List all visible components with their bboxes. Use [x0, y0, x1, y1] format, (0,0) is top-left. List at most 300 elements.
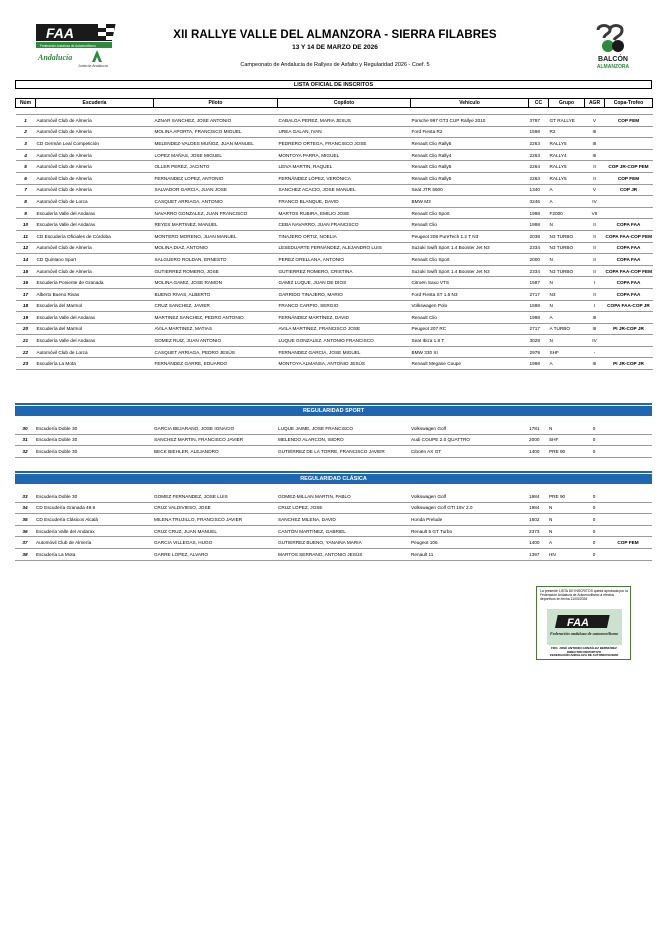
cell-piloto: BUENO RIVAS, ALBERTO	[154, 288, 278, 300]
cell-agr: II	[585, 242, 605, 254]
cell-num: 18	[16, 300, 36, 312]
cell-copiloto: LESEDUARTE FERNÁNDEZ, ALEJANDRO LUIS	[278, 242, 411, 254]
cell-grupo: N	[549, 254, 585, 266]
cell-copiloto: GUTIÉRREZ DE LA TORRE, FRANCISCO JAVIER	[277, 446, 410, 458]
cell-escuderia: Automóvil Club de Almería	[36, 184, 154, 196]
table-row	[15, 548, 652, 560]
cell-escuderia: Automóvil Club de Almería	[36, 126, 154, 138]
cell-copa: COPA FAA	[605, 219, 653, 231]
cell-grupo: RALLY5	[549, 161, 585, 173]
table-row	[15, 446, 652, 458]
event-dates: 13 Y 14 DE MARZO DE 2026	[292, 44, 378, 51]
list-title: LISTA OFICIAL DE INSCRITOS	[15, 80, 652, 89]
cell-grupo: N3 TURBO	[549, 265, 585, 277]
document-header	[0, 0, 670, 80]
cell-copa	[604, 446, 652, 458]
stamp-faa-logo	[547, 609, 622, 645]
cell-grupo: SHF	[548, 434, 584, 446]
cell-num: 7	[16, 184, 36, 196]
cell-copa: PI JR-COP JR	[605, 358, 653, 370]
col-header-num: Núm	[16, 99, 36, 108]
cell-copa	[604, 548, 652, 560]
cell-cc: 3797	[529, 115, 549, 127]
table-row	[16, 346, 653, 358]
table-row	[16, 277, 653, 289]
cell-vehiculo: Ford Fiesta R2	[411, 126, 529, 138]
cell-vehiculo: Volkswagen Golf	[410, 423, 528, 434]
page-title: XII RALLYE VALLE DEL ALMANZORA - SIERRA FILABRES	[173, 29, 497, 41]
cell-copa: COPA FAA	[605, 277, 653, 289]
cell-escuderia: Automóvil Club de Almería	[36, 115, 154, 127]
cell-num: 4	[16, 149, 36, 161]
cell-escuderia: Escudería Valle del Andarax	[36, 207, 154, 219]
cell-grupo: N	[549, 300, 585, 312]
cell-escuderia: Automóvil Club de Almería	[35, 537, 153, 549]
cell-grupo: N	[549, 335, 585, 347]
cell-grupo: N	[548, 502, 584, 514]
cell-grupo: N3 TURBO	[549, 230, 585, 242]
cell-num: 9	[16, 207, 36, 219]
cell-vehiculo: Peugeot 207 RC	[411, 323, 529, 335]
cell-copa	[605, 196, 653, 208]
table-row	[16, 126, 653, 138]
championship-line: Campeonato de Andalucia de Rallyes de Asfalto y Regularidad 2026 - Coef. 5	[240, 62, 430, 68]
cell-vehiculo: Peugeot 208 PureTech 1.2 T N3	[411, 230, 529, 242]
cell-escuderia: Automóvil Club de Lorca	[36, 346, 154, 358]
clasica-entries-table	[15, 491, 652, 561]
cell-piloto: REYES MARTINEZ, MANUEL	[154, 219, 278, 231]
cell-copiloto: CEBA NAVARRO, JUAN FRANCISCO	[278, 219, 411, 231]
cell-piloto: BECK BIEHLER, ALEJANDRO	[153, 446, 277, 458]
cell-vehiculo: Renault Clio	[411, 312, 529, 324]
cell-piloto: MONTERO MORENO, JUAN MANUEL	[154, 230, 278, 242]
cell-vehiculo: Renault 11	[410, 548, 528, 560]
cell-vehiculo: Renault Clio Rally5	[411, 172, 529, 184]
cell-cc: 2979	[529, 346, 549, 358]
cell-cc: 1340	[529, 184, 549, 196]
cell-num: 19	[16, 312, 36, 324]
cell-cc: 2000	[528, 434, 548, 446]
cell-agr: III	[585, 138, 605, 150]
table-row	[15, 537, 652, 549]
rally-entries-table	[15, 98, 653, 370]
cell-num: 14	[16, 254, 36, 266]
cell-copa: COP JR	[605, 184, 653, 196]
cell-copiloto: LEIVA MARTIN, RAQUEL	[278, 161, 411, 173]
cell-piloto: FERNANDEZ LOPEZ, ANTONIO	[154, 172, 278, 184]
cell-agr: 0	[584, 434, 604, 446]
cell-vehiculo: Suzuki Swift Sport 1.4 Booster Jet N3	[411, 242, 529, 254]
cell-copiloto: SANCHEZ ACACIO, JOSE MANUEL	[278, 184, 411, 196]
cell-vehiculo: Renault Clio Sport	[411, 254, 529, 266]
cell-copa: COPA FAA	[605, 288, 653, 300]
approval-stamp	[536, 586, 631, 660]
cell-piloto: GUTIERREZ ROMERO, JOSE	[154, 265, 278, 277]
cell-escuderia: CD Quintano Sport	[36, 254, 154, 266]
cell-cc: 2334	[529, 242, 549, 254]
cell-vehiculo: Seat JTR 5600	[411, 184, 529, 196]
cell-piloto: GARRE LOPEZ, ALVARO	[153, 548, 277, 560]
cell-escuderia: CD Germán Leal Competición	[36, 138, 154, 150]
col-header-agr: AGR	[585, 99, 605, 108]
cell-piloto: NAVARRO GONZALEZ, JUAN FRANCISCO	[154, 207, 278, 219]
cell-cc: 1598	[529, 126, 549, 138]
cell-vehiculo: Renault Clio	[411, 219, 529, 231]
cell-escuderia: Automóvil Club de Almería	[36, 242, 154, 254]
cell-num: 23	[16, 358, 36, 370]
cell-copa	[604, 514, 652, 526]
cell-copa: COPA FAA	[605, 242, 653, 254]
table-row	[16, 323, 653, 335]
col-header-vehiculo: Vehículo	[411, 99, 529, 108]
table-row	[16, 230, 653, 242]
cell-piloto: MELENDEZ-VALDES MUÑOZ, JUAN MANUEL	[154, 138, 278, 150]
cell-agr: III	[585, 126, 605, 138]
cell-copiloto: FRANCO CARPIO, SERGIO	[278, 300, 411, 312]
table-row	[16, 184, 653, 196]
cell-vehiculo: Porsche 997 GT3 CUP Rallye 2010	[411, 115, 529, 127]
cell-agr: II	[585, 288, 605, 300]
cell-agr: II	[585, 254, 605, 266]
table-row	[16, 242, 653, 254]
table-row	[16, 149, 653, 161]
cell-cc: 1598	[529, 300, 549, 312]
cell-copiloto: MARTOS RUBIRA, EMILIO JOSE	[278, 207, 411, 219]
cell-piloto: SALVADOR GARCIA, JUAN JOSE	[154, 184, 278, 196]
svg-text:FAA: FAA	[567, 617, 589, 629]
cell-copiloto: CRUZ LOPEZ, JOSE	[277, 502, 410, 514]
cell-agr: 0	[584, 548, 604, 560]
cell-piloto: AZNAR SANCHEZ, JOSE ANTONIO	[154, 115, 278, 127]
cell-num: 8	[16, 196, 36, 208]
section-header-clasica: REGULARIDAD CLÁSICA	[15, 474, 652, 484]
cell-copiloto: FERNÁNDEZ MARTÍNEZ, DAVID	[278, 312, 411, 324]
cell-escuderia: CD Escudería Clásicos Alcalá	[35, 514, 153, 526]
cell-escuderia: Escudería Doble 30	[35, 446, 153, 458]
cell-copiloto: CABALGA PEREZ, MARIA JESUS	[278, 115, 411, 127]
cell-grupo: RALLY4	[549, 149, 585, 161]
cell-escuderia: Automóvil Club de Almería	[36, 265, 154, 277]
cell-piloto: CRUZ VALDIVIESO, JOSE	[153, 502, 277, 514]
cell-piloto: SALGUERO ROLDAN, ERNESTO	[154, 254, 278, 266]
col-header-piloto: Piloto	[154, 99, 278, 108]
cell-piloto: CRUZ SANCHEZ, JAVIER	[154, 300, 278, 312]
sport-entries-table	[15, 423, 652, 458]
cell-agr: 0	[584, 502, 604, 514]
cell-cc: 3246	[529, 196, 549, 208]
cell-agr: IV	[585, 196, 605, 208]
cell-num: 15	[16, 265, 36, 277]
col-header-cc: CC	[529, 99, 549, 108]
cell-grupo: A	[548, 537, 584, 549]
cell-escuderia: Escudería La Mota	[35, 548, 153, 560]
cell-copa: COPA FAA-COP FEM	[605, 265, 653, 277]
cell-vehiculo: Renault Clio Sport	[411, 207, 529, 219]
cell-cc: 2717	[529, 288, 549, 300]
cell-copa	[605, 312, 653, 324]
cell-cc: 1781	[528, 423, 548, 434]
col-header-copa: Copa-Trofeo	[605, 99, 653, 108]
cell-copiloto: FRANCO BLANQUE, DAVID	[278, 196, 411, 208]
col-header-grupo: Grupo	[549, 99, 585, 108]
cell-piloto: MOLINA APORTA, FRANCISCO MIGUEL	[154, 126, 278, 138]
table-row	[16, 172, 653, 184]
table-row	[16, 358, 653, 370]
cell-copiloto: PEDRERO ORTEGA, FRANCISCO JOSE	[278, 138, 411, 150]
cell-num: 22	[16, 346, 36, 358]
table-row	[16, 300, 653, 312]
cell-escuderia: Escudería La Mota	[36, 358, 154, 370]
cell-vehiculo: Honda Prelude	[410, 514, 528, 526]
cell-piloto: GARCIA VILLEGAS, HUGO	[153, 537, 277, 549]
cell-escuderia: Escudería Valle del Andarax	[36, 219, 154, 231]
balcon-almanzora-logo	[588, 24, 638, 76]
cell-copiloto: GUTIERREZ BUENO, YANAINA MARIA	[277, 537, 410, 549]
cell-agr: V	[585, 184, 605, 196]
cell-cc: 1984	[528, 491, 548, 502]
cell-agr: VII	[585, 207, 605, 219]
table-row	[16, 207, 653, 219]
cell-agr: III	[585, 358, 605, 370]
cell-piloto: GARCIA BEJARANO, JOSE IGNACIO	[153, 423, 277, 434]
cell-escuderia: Automóvil Club de Almería	[36, 161, 154, 173]
cell-copiloto: PEREZ ORELLANA, ANTONIO	[278, 254, 411, 266]
cell-vehiculo: Renault Clio Rally5	[411, 138, 529, 150]
cell-agr: III	[585, 323, 605, 335]
cell-num: 17	[16, 288, 36, 300]
cell-piloto: MOLINA GAMIZ, JOSE RAMON	[154, 277, 278, 289]
cell-vehiculo: Seat Ibiza 1.8 T	[411, 335, 529, 347]
cell-piloto: GOMEZ FERNANDEZ, JOSE LUIS	[153, 491, 277, 502]
cell-copa: COPA FAA	[605, 254, 653, 266]
cell-escuderia: Escudería Poniente de Granada	[36, 277, 154, 289]
svg-text:FAA: FAA	[46, 25, 74, 41]
table-row	[15, 525, 652, 537]
cell-cc: 2263	[529, 138, 549, 150]
cell-cc: 1400	[528, 537, 548, 549]
cell-grupo: N3	[549, 288, 585, 300]
cell-cc: 1998	[529, 219, 549, 231]
svg-text:Federación andaluza de automov: Federación andaluza de automovilismo	[549, 631, 619, 636]
cell-copiloto: CANTÓN MARTÍNEZ, GABRIEL	[277, 525, 410, 537]
cell-agr: 0	[584, 537, 604, 549]
cell-copiloto: MONTOYA PARRA, MIGUEL	[278, 149, 411, 161]
cell-copiloto: GOMEZ-MILLAN MARTIN, PABLO	[277, 491, 410, 502]
cell-num: 36	[15, 525, 35, 537]
cell-grupo: F2000	[549, 207, 585, 219]
cell-cc: 2263	[529, 149, 549, 161]
cell-piloto: MARTINEZ SANCHEZ, PEDRO ANTONIO	[154, 312, 278, 324]
cell-copa	[605, 126, 653, 138]
cell-piloto: CASQUET ARRIAGA, ANTONIO	[154, 196, 278, 208]
cell-escuderia: Automóvil Club de Almería	[36, 149, 154, 161]
table-row	[16, 115, 653, 127]
section-separator	[15, 403, 652, 405]
cell-piloto: GOMEZ RUIZ, JUAN ANTONIO	[154, 335, 278, 347]
stamp-signature: FDO. JOSÉ ANTONIO GONZÁLEZ BERMÚDEZ DIRECTOR DEPORTIVO FEDERACIÓN ANDALUZA DE AUTOMOVILISMO	[549, 646, 619, 658]
cell-copiloto: GARRIDO TINAJERO, MARIO	[278, 288, 411, 300]
cell-num: 11	[16, 230, 36, 242]
cell-cc: 2000	[529, 254, 549, 266]
table-row	[16, 138, 653, 150]
cell-copiloto: TINAJERO ORTIZ, NOELIA	[278, 230, 411, 242]
cell-copiloto: AVILA MARTINEZ, FRANCISCO JOSE	[278, 323, 411, 335]
cell-escuderia: Alberto Bueno Rivas	[36, 288, 154, 300]
section-separator	[15, 471, 652, 473]
cell-copiloto: LUQUE JAIME, JOSE FRANCISCO	[277, 423, 410, 434]
table-row	[15, 423, 652, 434]
cell-piloto: OLLER PEREZ, JACINTO	[154, 161, 278, 173]
cell-num: 30	[15, 423, 35, 434]
table-row	[16, 335, 653, 347]
cell-cc: 2264	[529, 161, 549, 173]
cell-escuderia: Escudería Valle del Andarax	[36, 335, 154, 347]
cell-copiloto: FERNÁNDEZ LÓPEZ, VERÓNICA	[278, 172, 411, 184]
table-row	[15, 514, 652, 526]
cell-vehiculo: Volkswagen Polo	[411, 300, 529, 312]
cell-agr: I	[585, 277, 605, 289]
cell-copa	[605, 335, 653, 347]
cell-num: 31	[15, 434, 35, 446]
cell-escuderia: Escudería Doble 30	[35, 434, 153, 446]
cell-copa: COP FEM	[604, 537, 652, 549]
cell-grupo: A	[549, 312, 585, 324]
cell-escuderia: Escudería Valle del Andarax	[35, 525, 153, 537]
cell-cc: 2263	[529, 172, 549, 184]
cell-copa: COPA FAA-COP FEM	[605, 230, 653, 242]
table-row	[15, 502, 652, 514]
cell-agr: II	[585, 219, 605, 231]
cell-piloto: MOLINA DIAZ, ANTONIO	[154, 242, 278, 254]
cell-escuderia: Escudería del Marmol	[36, 323, 154, 335]
cell-copiloto: LUQUE GONZALEZ, ANTONIO FRANCISCO	[278, 335, 411, 347]
cell-copiloto: FERNANDEZ GARCIA, JOSE MIGUEL	[278, 346, 411, 358]
cell-vehiculo: Ford Fiesta ST 1.6 N3	[411, 288, 529, 300]
cell-escuderia: Escudería Doble 30	[35, 423, 153, 434]
cell-copiloto: MONTOYA ALMANSA, ANTONIO JESÚS	[278, 358, 411, 370]
table-row	[16, 196, 653, 208]
cell-vehiculo: BMW 330 XI	[411, 346, 529, 358]
cell-copa: PI JR-COP JR	[605, 323, 653, 335]
cell-num: 2	[16, 126, 36, 138]
table-row	[16, 219, 653, 231]
cell-grupo: N	[548, 525, 584, 537]
cell-agr: III	[585, 312, 605, 324]
cell-cc: 1984	[528, 502, 548, 514]
cell-piloto: CASQUET ARRIAGA, PEDRO JESÚS	[154, 346, 278, 358]
cell-vehiculo: Citroën AX GT	[410, 446, 528, 458]
cell-grupo: N	[548, 423, 584, 434]
cell-cc: 1998	[529, 312, 549, 324]
cell-cc: 1397	[528, 548, 548, 560]
cell-grupo: A	[549, 358, 585, 370]
cell-vehiculo: Peugeot 106	[410, 537, 528, 549]
cell-agr: II	[585, 265, 605, 277]
cell-piloto: SANCHEZ MARTIN, FRANCISCO JAVIER	[153, 434, 277, 446]
cell-piloto: AVILA MARTINEZ, MATIAS	[154, 323, 278, 335]
cell-grupo: PRE 90	[548, 491, 584, 502]
cell-cc: 1998	[529, 358, 549, 370]
cell-agr: 0	[584, 423, 604, 434]
cell-piloto: CRUZ CRUZ, JUAN MANUEL	[153, 525, 277, 537]
cell-escuderia: Escudería Valle del Andarax	[36, 312, 154, 324]
table-row	[16, 254, 653, 266]
col-header-escuderia: Escudería	[36, 99, 154, 108]
cell-num: 12	[16, 242, 36, 254]
cell-agr: I	[585, 300, 605, 312]
cell-grupo: N	[549, 277, 585, 289]
table-row	[16, 288, 653, 300]
table-header-row	[16, 99, 653, 108]
cell-agr: 0	[584, 491, 604, 502]
cell-cc: 2038	[529, 230, 549, 242]
cell-copiloto: UREA GALAN, IVAN	[278, 126, 411, 138]
cell-num: 6	[16, 172, 36, 184]
cell-agr: IV	[585, 335, 605, 347]
cell-cc: 1587	[529, 277, 549, 289]
cell-vehiculo: Renault Clio Rally4	[411, 149, 529, 161]
cell-copiloto: MARTOS SERRANO, ANTONIO JESÚS	[277, 548, 410, 560]
cell-cc: 2717	[529, 323, 549, 335]
cell-num: 3	[16, 138, 36, 150]
svg-text:Federación Andaluza de Automov: Federación Andaluza de Automovilismo	[40, 44, 96, 48]
cell-piloto: MILENA TRUJILLO, FRANCISCO JAVIER	[153, 514, 277, 526]
col-header-copiloto: Copiloto	[278, 99, 411, 108]
cell-num: 34	[15, 502, 35, 514]
cell-copa	[604, 491, 652, 502]
cell-agr: 0	[584, 446, 604, 458]
cell-escuderia: CD Escudería Granada 49.9	[35, 502, 153, 514]
cell-grupo: GT RALLYE	[549, 115, 585, 127]
cell-num: 33	[15, 491, 35, 502]
cell-cc: 2334	[529, 265, 549, 277]
cell-vehiculo: Suzuki Swift Sport 1.4 Booster Jet N3	[411, 265, 529, 277]
cell-copa: COP FEM	[605, 115, 653, 127]
cell-escuderia: Automóvil Club de Lorca	[36, 196, 154, 208]
cell-grupo: PRE 90	[548, 446, 584, 458]
cell-grupo: SHF	[549, 346, 585, 358]
cell-copa: COP JR-COP FEM	[605, 161, 653, 173]
cell-copa: COP FEM	[605, 172, 653, 184]
cell-copa	[605, 207, 653, 219]
section-header-sport: REGULARIDAD SPORT	[15, 406, 652, 416]
cell-escuderia: CD Escudería Oficiales de Córdoba	[36, 230, 154, 242]
cell-grupo: RALLY5	[549, 138, 585, 150]
cell-grupo: A TURBO	[549, 323, 585, 335]
cell-num: 10	[16, 219, 36, 231]
table-row	[16, 161, 653, 173]
cell-copa	[604, 502, 652, 514]
cell-copa	[604, 525, 652, 537]
cell-cc: 2373	[528, 525, 548, 537]
cell-copiloto: GUTIERREZ ROMERO, CRISTINA	[278, 265, 411, 277]
cell-grupo: N3 TURBO	[549, 242, 585, 254]
cell-num: 5	[16, 161, 36, 173]
cell-num: 1	[16, 115, 36, 127]
cell-grupo: RALLY5	[549, 172, 585, 184]
svg-text:ALMANZORA: ALMANZORA	[596, 64, 630, 70]
cell-grupo: N	[548, 514, 584, 526]
cell-escuderia: Automóvil Club de Almería	[36, 172, 154, 184]
cell-grupo: A	[549, 184, 585, 196]
cell-vehiculo: Volkswagen Golf	[410, 491, 528, 502]
cell-agr: II	[585, 172, 605, 184]
table-row	[15, 491, 652, 502]
table-row	[16, 312, 653, 324]
svg-text:BALCÓN: BALCÓN	[598, 56, 628, 63]
cell-copiloto: SANCHEZ MILENA, DAVID	[277, 514, 410, 526]
cell-cc: 3028	[529, 335, 549, 347]
